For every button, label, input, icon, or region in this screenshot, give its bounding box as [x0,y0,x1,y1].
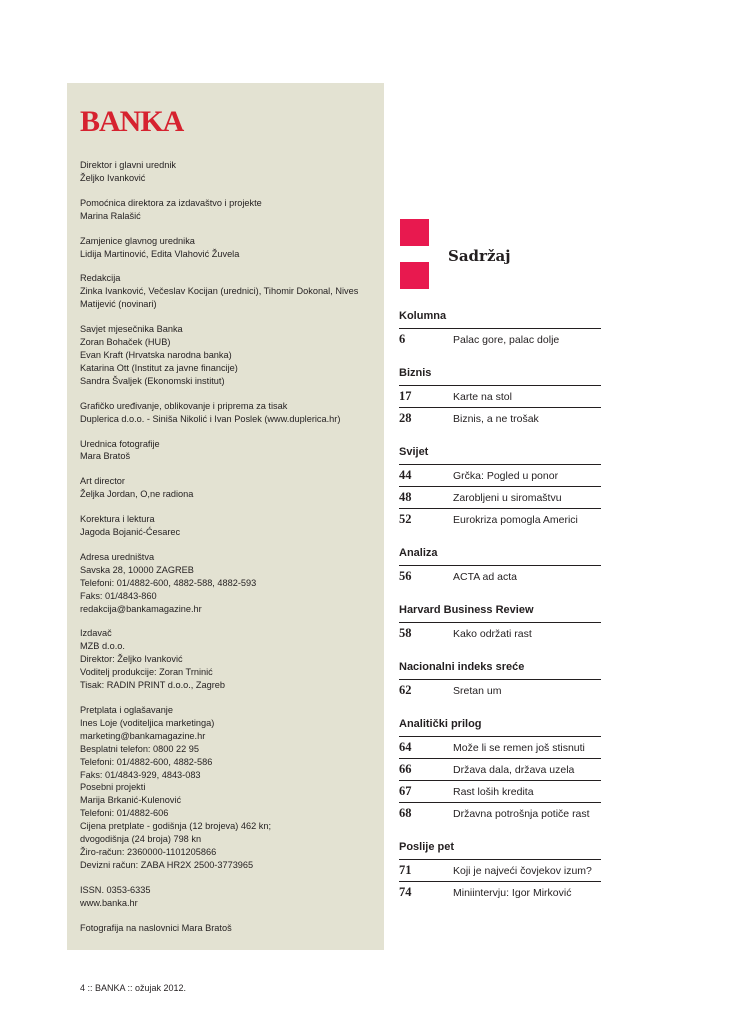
toc-entry-title: Sretan um [453,684,502,697]
impressum-line: Pretplata i oglašavanje [80,705,173,715]
toc-entry[interactable] [399,737,601,759]
impressum-line: Tisak: RADIN PRINT d.o.o., Zagreb [80,680,226,691]
toc-entry-title: Rast loših kredita [453,785,534,798]
impressum-list [80,159,384,935]
toc-section-heading: Analiza [399,547,601,566]
toc-section-heading: Poslije pet [399,841,601,860]
impressum-line: Pomoćnica direktora za izdavaštvo i projekte [80,197,262,208]
toc-entry[interactable] [399,566,601,587]
accent-square-top [400,219,429,246]
impressum-line: Besplatni telefon: 0800 22 95 [80,743,200,754]
impressum-line: Redakcija [80,273,121,284]
impressum-line: Voditelj produkcije: Zoran Trninić [80,667,213,678]
toc-entry[interactable] [399,803,601,824]
impressum-line: Adresa uredništva [80,551,155,562]
toc-entry[interactable] [399,759,601,781]
toc-section [399,367,601,429]
toc-section-heading: Kolumna [399,310,601,329]
impressum-line: Zoran Bohaček (HUB) [80,337,171,348]
toc-page-number: 6 [399,332,406,346]
impressum-line: Katarina Ott (Institut za javne financije) [80,362,238,373]
toc-page-number: 64 [399,740,412,754]
toc-section-heading: Harvard Business Review [399,604,601,623]
impressum-line: dvogodišnja (24 broja) 798 kn [80,834,202,845]
toc-entry-title: Eurokriza pomogla Americi [453,513,578,526]
toc-entry[interactable] [399,487,601,509]
impressum-line: Cijena pretplate - godišnja (12 brojeva) 462 kn; [80,821,272,832]
toc-entry[interactable] [399,386,601,408]
toc-section [399,547,601,587]
impressum-block [80,551,384,616]
impressum-line: Marija Brkanić-Kulenović [80,795,182,806]
toc-page-number: 44 [399,468,412,482]
table-of-contents [399,310,601,920]
toc-entry[interactable] [399,408,601,429]
impressum-line: Art director [80,476,125,487]
impressum-line: Zamjenice glavnog urednika [80,235,195,246]
impressum-panel [67,83,384,950]
toc-page-number: 48 [399,490,412,504]
toc-entry-title: Koji je najveći čovjekov izum? [453,864,592,877]
impressum-line: Željka Jordan, O,ne radiona [80,489,194,500]
impressum-line: Ines Loje (voditeljica marketinga) [80,717,215,728]
impressum-line: Direktor i glavni urednik [80,160,176,170]
impressum-line: Savjet mjesečnika Banka [80,324,183,335]
impressum-line: Marina Ralašić [80,210,141,221]
toc-entry[interactable] [399,680,601,701]
impressum-line: Mara Bratoš [80,451,131,462]
toc-entry-title: Država dala, država uzela [453,763,575,776]
toc-section [399,661,601,701]
toc-entry-title: Državna potrošnja potiče rast [453,807,590,820]
impressum-line: Korektura i lektura [80,514,155,525]
toc-entry-title: Može li se remen još stisnuti [453,741,585,754]
toc-page-number: 68 [399,806,412,820]
toc-page-number: 52 [399,512,412,526]
impressum-block [80,513,384,539]
toc-entry-title: Biznis, a ne trošak [453,412,539,425]
toc-entry-title: Palac gore, palac dolje [453,333,560,346]
impressum-line: Savska 28, 10000 ZAGREB [80,564,194,575]
impressum-block [80,400,384,426]
impressum-line: Jagoda Bojanić-Ćesarec [80,527,181,538]
toc-entry[interactable] [399,860,601,882]
toc-page-number: 71 [399,863,412,877]
toc-entry-title: Zarobljeni u siromaštvu [453,491,562,504]
toc-page-number: 28 [399,411,412,425]
toc-page-number: 74 [399,885,412,899]
toc-entry-title: ACTA ad acta [453,570,518,583]
toc-title: Sadržaj [448,247,511,265]
impressum-line: Evan Kraft (Hrvatska narodna banka) [80,349,232,360]
toc-page-number: 56 [399,569,412,583]
toc-page-number: 67 [399,784,412,798]
toc-section [399,310,601,350]
toc-page-number: 62 [399,683,412,697]
toc-entry-title: Miniintervju: Igor Mirković [453,886,572,899]
impressum-line: ISSN. 0353-6335 [80,884,151,895]
toc-entry[interactable] [399,781,601,803]
impressum-line: MZB d.o.o. [80,641,125,652]
impressum-block [80,235,384,261]
impressum-line: marketing@bankamagazine.hr [80,730,206,741]
toc-entry-title: Karte na stol [453,390,512,403]
page-footer: 4 :: BANKA :: ožujak 2012. [80,983,187,993]
impressum-line: www.banka.hr [80,897,138,908]
toc-section [399,446,601,530]
impressum-block [80,475,384,501]
impressum-line: Telefoni: 01/4882-600, 4882-588, 4882-593 [80,577,257,588]
toc-section-heading: Analitički prilog [399,718,601,737]
toc-page-number: 58 [399,626,412,640]
impressum-block [80,704,384,872]
impressum-line: Fotografija na naslovnici Mara Bratoš [80,922,232,933]
impressum-line: Posebni projekti [80,782,146,793]
impressum-block [80,159,384,185]
toc-section-heading: Nacionalni indeks sreće [399,661,601,680]
impressum-line: Lidija Martinović, Edita Vlahović Žuvela [80,248,240,259]
impressum-block [80,272,384,311]
impressum-block [80,197,384,223]
toc-section-heading: Biznis [399,367,601,386]
impressum-line: Žiro-račun: 2360000-1101205866 [80,846,217,857]
impressum-line: Duplerica d.o.o. - Siniša Nikolić i Ivan Poslek (www.duplerica.hr) [80,413,341,424]
impressum-line: Direktor: Željko Ivanković [80,654,183,665]
toc-entry[interactable] [399,509,601,530]
impressum-line: Telefoni: 01/4882-606 [80,808,169,819]
toc-section [399,604,601,644]
toc-section [399,841,601,903]
toc-entry[interactable] [399,623,601,644]
impressum-line: Grafičko uređivanje, oblikovanje i priprema za tisak [80,400,288,411]
toc-entry[interactable] [399,465,601,487]
accent-square-bottom [400,262,429,289]
toc-entry-title: Kako održati rast [453,627,532,640]
impressum-line: Faks: 01/4843-860 [80,590,157,601]
toc-page-number: 66 [399,762,412,776]
toc-section-heading: Svijet [399,446,601,465]
impressum-line: Urednica fotografije [80,438,160,449]
impressum-block [80,627,384,692]
toc-page-number: 17 [399,389,412,403]
toc-entry[interactable] [399,882,601,903]
impressum-line: redakcija@bankamagazine.hr [80,603,202,614]
impressum-line: Faks: 01/4843-929, 4843-083 [80,769,201,780]
toc-section [399,718,601,824]
impressum-block [80,323,384,388]
impressum-line: Devizni račun: ZABA HR2X 2500-3773965 [80,859,254,870]
impressum-line: Željko Ivanković [80,172,146,183]
impressum-line: Telefoni: 01/4882-600, 4882-586 [80,756,213,767]
toc-entry[interactable] [399,329,601,350]
banka-logo: BANKA [80,105,184,138]
impressum-block [80,438,384,464]
impressum-line: Sandra Švaljek (Ekonomski institut) [80,375,225,386]
toc-entry-title: Grčka: Pogled u ponor [453,469,559,482]
impressum-line: Zinka Ivanković, Večeslav Kocijan (urednici), Tihomir Dokonal, Nives [80,286,359,297]
impressum-block [80,922,384,935]
impressum-line: Izdavač [80,628,112,639]
impressum-block [80,884,384,910]
impressum-line: Matijević (novinari) [80,299,157,310]
